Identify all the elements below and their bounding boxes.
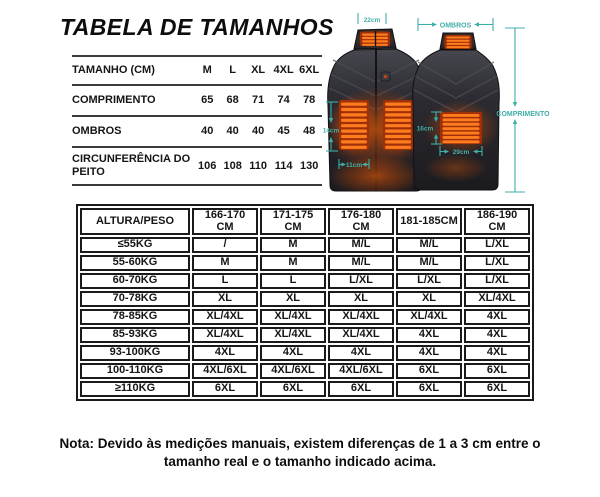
fit-row xyxy=(80,237,530,253)
fit-cell: XL/4XL xyxy=(464,291,530,307)
back-heating-pad xyxy=(440,112,482,144)
fit-header-row xyxy=(80,208,530,235)
spec-cell: 106 xyxy=(198,159,217,172)
shoulders-label: OMBROS xyxy=(439,22,472,30)
spec-cell: 45 xyxy=(277,125,290,138)
front-pad-height-label: 14cm xyxy=(322,127,340,135)
fit-cell: XL/4XL xyxy=(260,327,326,343)
spec-size-col: M xyxy=(202,64,212,77)
spec-size-col: XL xyxy=(251,64,266,77)
fit-cell: L/XL xyxy=(464,273,530,289)
fit-cell: XL/4XL xyxy=(396,309,462,325)
spec-cell: 65 xyxy=(201,94,214,107)
fit-cell: XL xyxy=(260,291,326,307)
front-right-heating-pad xyxy=(383,100,413,150)
fit-cell: 4XL xyxy=(396,345,462,361)
fit-cell: 4XL xyxy=(328,345,394,361)
fit-cell: 6XL xyxy=(464,381,530,397)
spec-cell: 110 xyxy=(249,159,267,172)
spec-row-circunferencia xyxy=(72,147,322,185)
fit-header-cell: ALTURA/PESO xyxy=(80,208,190,235)
fit-header-cell: 181-185CM xyxy=(396,208,462,235)
fit-cell: XL xyxy=(328,291,394,307)
fit-cell: M/L xyxy=(396,237,462,253)
spec-cell: 74 xyxy=(277,94,290,107)
heat-control-button xyxy=(381,72,390,81)
spec-cell: 68 xyxy=(226,94,239,107)
fit-cell: XL/4XL xyxy=(192,327,258,343)
fit-cell: 6XL xyxy=(464,363,530,379)
page-title: TABELA DE TAMANHOS xyxy=(60,14,334,40)
fit-cell: XL xyxy=(396,291,462,307)
fit-cell: M/L xyxy=(328,237,394,253)
spec-cell: 71 xyxy=(251,94,265,107)
spec-cell: 114 xyxy=(274,159,293,172)
fit-cell: XL/4XL xyxy=(260,309,326,325)
back-pad-width-label: 29cm xyxy=(452,149,470,156)
measurement-note: Nota: Devido às medições manuais, existem diferenças de 1 a 3 cm entre o tamanho real e o tamanho indicado acima. xyxy=(59,436,541,470)
front-pad-width-label: 11cm xyxy=(345,161,363,169)
fit-row xyxy=(80,291,530,307)
spec-row-ombros xyxy=(72,116,322,147)
fit-header-cell: 176-180 CM xyxy=(328,208,394,235)
fit-cell: 4XL/6XL xyxy=(192,363,258,379)
fit-cell: XL/4XL xyxy=(328,309,394,325)
fit-cell: XL/4XL xyxy=(328,327,394,343)
fit-cell: / xyxy=(192,237,258,253)
back-vest-illustration xyxy=(413,33,500,190)
fit-cell: XL/4XL xyxy=(192,309,258,325)
length-dimension xyxy=(496,28,550,192)
front-collar-heating-pad xyxy=(360,31,390,47)
spec-cell: 40 xyxy=(251,125,265,138)
fit-cell: 6XL xyxy=(396,363,462,379)
spec-row-label: COMPRIMENTO xyxy=(72,94,156,107)
fit-cell: 6XL xyxy=(396,381,462,397)
fit-weight-label: 55-60KG xyxy=(80,255,190,271)
fit-cell: 4XL xyxy=(464,309,530,325)
fit-row xyxy=(80,255,530,271)
fit-cell: 6XL xyxy=(192,381,258,397)
fit-cell: M xyxy=(260,237,326,253)
spec-cell: 130 xyxy=(300,159,319,172)
fit-cell: L/XL xyxy=(464,237,530,253)
fit-cell: L/XL xyxy=(328,273,394,289)
fit-row xyxy=(80,273,530,289)
fit-weight-label: 93-100KG xyxy=(80,345,190,361)
fit-weight-label: 100-110KG xyxy=(80,363,190,379)
front-collar-width-label: 22cm xyxy=(363,17,381,24)
back-collar-heating-pad xyxy=(445,35,472,49)
fit-cell: 4XL xyxy=(464,345,530,361)
fit-cell: L xyxy=(192,273,258,289)
fit-cell: 4XL xyxy=(192,345,258,361)
spec-row-label: OMBROS xyxy=(72,125,122,138)
spec-cell: 40 xyxy=(201,125,214,138)
fit-cell: M xyxy=(260,255,326,271)
back-pad-height-label: 16cm xyxy=(416,125,434,133)
fit-weight-label: 70-78KG xyxy=(80,291,190,307)
fit-row xyxy=(80,327,530,343)
vest-diagram xyxy=(322,2,600,204)
length-label: COMPRIMENTO xyxy=(496,111,550,118)
fit-cell: 4XL xyxy=(396,327,462,343)
fit-header-cell: 166-170 CM xyxy=(192,208,258,235)
spec-row-label: CIRCUNFERÊNCIA DO PEITO xyxy=(72,153,191,178)
fit-header-cell: 171-175 CM xyxy=(260,208,326,235)
fit-row xyxy=(80,363,530,379)
fit-header-cell: 186-190 CM xyxy=(464,208,530,235)
spec-cell: 78 xyxy=(303,94,316,107)
fit-row xyxy=(80,345,530,361)
front-vest-illustration xyxy=(324,29,428,196)
fit-cell: M/L xyxy=(328,255,394,271)
fit-cell: 6XL xyxy=(260,381,326,397)
fit-weight-label: 85-93KG xyxy=(80,327,190,343)
spec-cell: 48 xyxy=(303,125,316,138)
fit-row xyxy=(80,381,530,397)
fit-cell: M xyxy=(192,255,258,271)
spec-cell: 108 xyxy=(223,159,242,172)
front-collar-width-dimension xyxy=(358,13,386,24)
fit-weight-label: ≤55KG xyxy=(80,237,190,253)
fit-weight-label: 78-85KG xyxy=(80,309,190,325)
fit-weight-label: 60-70KG xyxy=(80,273,190,289)
fit-table xyxy=(76,204,534,401)
fit-cell: XL xyxy=(192,291,258,307)
spec-row-comprimento xyxy=(72,85,322,116)
fit-cell: 4XL/6XL xyxy=(328,363,394,379)
fit-row xyxy=(80,309,530,325)
fit-cell: M/L xyxy=(396,255,462,271)
spec-size-col: 6XL xyxy=(299,64,320,77)
fit-cell: 6XL xyxy=(328,381,394,397)
fit-cell: L/XL xyxy=(464,255,530,271)
spec-header-row xyxy=(72,56,322,85)
spec-cell: 40 xyxy=(226,125,239,138)
fit-cell: 4XL xyxy=(464,327,530,343)
fit-cell: 4XL/6XL xyxy=(260,363,326,379)
fit-cell: L/XL xyxy=(396,273,462,289)
front-left-heating-pad xyxy=(339,100,369,150)
measurement-table xyxy=(72,55,322,186)
fit-cell: L xyxy=(260,273,326,289)
fit-cell: 4XL xyxy=(260,345,326,361)
shoulders-dimension xyxy=(418,18,493,31)
spec-header-label: TAMANHO (CM) xyxy=(72,64,155,77)
fit-weight-label: ≥110KG xyxy=(80,381,190,397)
spec-size-col: L xyxy=(229,64,237,77)
spec-size-col: 4XL xyxy=(273,64,294,77)
